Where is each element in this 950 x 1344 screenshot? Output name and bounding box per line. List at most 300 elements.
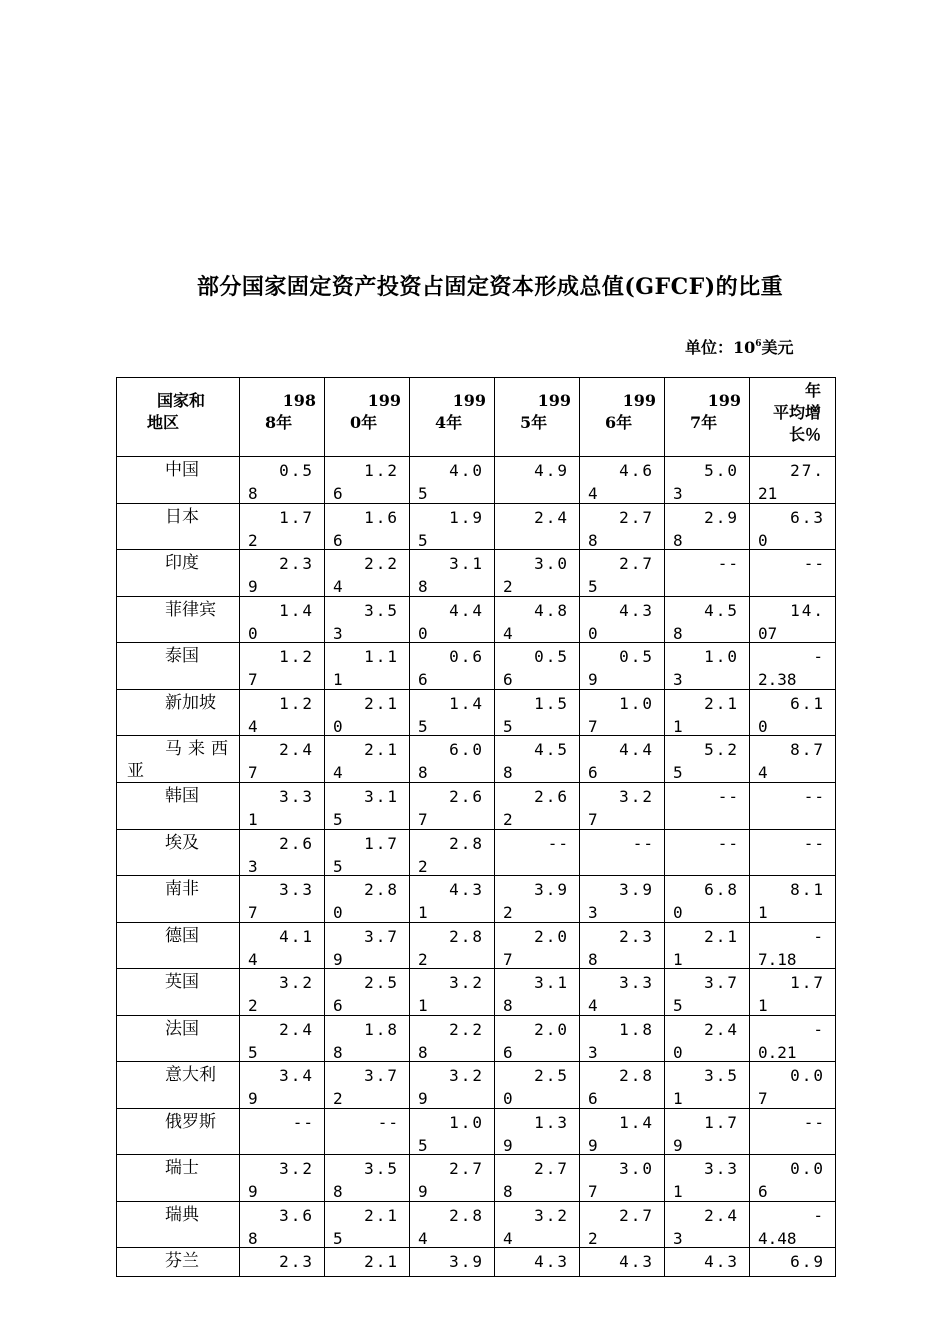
country-cell: 印度 xyxy=(117,550,240,597)
value-cell xyxy=(750,736,836,783)
value-cell xyxy=(495,1248,580,1277)
value-line2: 1 xyxy=(418,996,428,1015)
value-line2: 7 xyxy=(758,1089,768,1108)
value-cell xyxy=(580,503,665,550)
value-line1: 2.0 xyxy=(534,926,569,946)
value-line1: 2.8 xyxy=(364,880,399,899)
value-line1: 6.0 xyxy=(449,740,484,759)
value-line1: 2.4 xyxy=(279,1019,314,1039)
value-cell xyxy=(665,689,750,736)
value-line1: 1.4 xyxy=(619,1112,654,1132)
table-row xyxy=(117,829,836,876)
value-line1: -- xyxy=(803,787,825,806)
value-cell xyxy=(240,1155,325,1202)
value-line1: 2.9 xyxy=(704,507,739,527)
value-line1: 3.5 xyxy=(704,1066,739,1085)
value-line2: 7 xyxy=(248,763,258,782)
value-cell xyxy=(495,876,580,923)
value-cell xyxy=(665,596,750,643)
value-line1: 4.3 xyxy=(704,1252,739,1271)
header-country-l1: 国家和 xyxy=(157,391,206,410)
value-line1: 0.0 xyxy=(790,1159,825,1178)
value-cell xyxy=(410,1248,495,1277)
value-line2: 9 xyxy=(418,1089,428,1108)
value-cell xyxy=(750,922,836,969)
value-cell xyxy=(325,1155,410,1202)
value-line2: 0 xyxy=(333,903,343,922)
value-line2: 4 xyxy=(418,1228,428,1248)
value-line1: 1.0 xyxy=(619,693,654,713)
value-line1: 0.5 xyxy=(534,647,569,666)
value-line2: 7 xyxy=(588,810,598,829)
header-growth-l3: 长％ xyxy=(788,425,821,444)
value-line1: 2.1 xyxy=(704,926,739,946)
value-cell xyxy=(240,1062,325,1109)
country-cell: 芬兰 xyxy=(117,1248,240,1277)
value-cell xyxy=(325,1201,410,1248)
value-line1: 2.5 xyxy=(534,1066,569,1085)
value-cell xyxy=(410,829,495,876)
value-line1: 2.2 xyxy=(364,554,399,573)
value-line1: 1.0 xyxy=(704,647,739,666)
table-row xyxy=(117,503,836,550)
value-cell xyxy=(580,876,665,923)
value-cell xyxy=(410,457,495,504)
value-line1: 3.3 xyxy=(279,787,314,806)
value-line2: 0 xyxy=(503,1089,513,1108)
table-row xyxy=(117,876,836,923)
value-cell xyxy=(665,969,750,1016)
value-line2: 8 xyxy=(333,1042,343,1062)
value-line2: 5 xyxy=(333,1228,343,1248)
value-line2: 0 xyxy=(418,623,428,643)
value-line2: 2 xyxy=(248,996,258,1015)
value-line1: 6.8 xyxy=(704,880,739,899)
value-line2: 7 xyxy=(248,903,258,922)
value-line1: -- xyxy=(803,554,825,573)
value-line1: 3.7 xyxy=(364,1066,399,1085)
value-cell xyxy=(495,1015,580,1062)
header-country-l2: 地区 xyxy=(147,413,180,432)
value-cell xyxy=(325,736,410,783)
value-line2: 1 xyxy=(673,1089,683,1108)
country-cell: 中国 xyxy=(117,457,240,504)
value-line2: 5 xyxy=(418,716,428,736)
value-line2: 5 xyxy=(588,577,598,596)
value-line2: 7 xyxy=(588,1182,598,1201)
value-line2: 1 xyxy=(248,810,258,829)
value-line1: 8.1 xyxy=(790,880,825,899)
value-line2: 4 xyxy=(503,1228,513,1248)
value-line2: 4 xyxy=(503,623,513,643)
country-cell: 瑞典 xyxy=(117,1201,240,1248)
value-line2: 6 xyxy=(333,996,343,1015)
value-line2: 6 xyxy=(333,530,343,550)
value-line2: 5 xyxy=(333,856,343,876)
value-line2: 0 xyxy=(758,530,768,550)
value-line2: 5 xyxy=(673,763,683,782)
value-line1: 1.7 xyxy=(279,507,314,527)
value-line2: 8 xyxy=(418,577,428,596)
table-row xyxy=(117,689,836,736)
value-line2: 3 xyxy=(588,903,598,922)
value-line2: 0 xyxy=(333,716,343,736)
header-year-1990 xyxy=(325,378,410,457)
value-cell xyxy=(580,736,665,783)
value-cell xyxy=(750,1108,836,1155)
value-line2: 6 xyxy=(333,484,343,503)
value-cell xyxy=(240,550,325,597)
value-line2: 3 xyxy=(588,1042,598,1062)
value-cell xyxy=(495,1155,580,1202)
value-cell xyxy=(240,457,325,504)
value-line1: 2.6 xyxy=(534,787,569,806)
value-cell xyxy=(495,829,580,876)
value-line2: 7 xyxy=(248,670,258,689)
value-line1: 3.9 xyxy=(449,1252,484,1271)
value-line2: 8 xyxy=(503,763,513,782)
value-line1: -- xyxy=(632,833,654,853)
value-line1: 4.0 xyxy=(449,461,484,480)
country-cell: 泰国 xyxy=(117,643,240,690)
value-line1: 2.1 xyxy=(364,1252,399,1271)
unit-exponent: 6 xyxy=(755,339,762,349)
value-line2: 5 xyxy=(673,996,683,1015)
value-line2: 2 xyxy=(503,810,513,829)
value-line1: 1.8 xyxy=(364,1019,399,1039)
table-row xyxy=(117,1015,836,1062)
value-line1: - xyxy=(813,1019,825,1039)
value-line1: 1.0 xyxy=(449,1112,484,1132)
country-cell: 法国 xyxy=(117,1015,240,1062)
value-cell xyxy=(495,922,580,969)
value-line2: 8 xyxy=(503,996,513,1015)
header-year-l2: 0年 xyxy=(350,413,378,432)
value-line2: 1 xyxy=(418,903,428,922)
value-cell xyxy=(750,1155,836,1202)
value-line1: 6.9 xyxy=(790,1252,825,1271)
value-line2: 3 xyxy=(673,670,683,689)
value-line1: 5.0 xyxy=(704,461,739,480)
unit-prefix: 单位：10 xyxy=(685,338,756,357)
value-line2: 2.38 xyxy=(758,670,797,689)
value-line2: 4 xyxy=(333,763,343,782)
header-country xyxy=(117,378,240,457)
table-row xyxy=(117,596,836,643)
value-cell xyxy=(410,1062,495,1109)
value-line1: 2.3 xyxy=(279,554,314,573)
header-year-1997 xyxy=(665,378,750,457)
value-line1: 1.7 xyxy=(364,833,399,853)
value-cell xyxy=(240,876,325,923)
value-cell xyxy=(240,922,325,969)
value-line1: 1.9 xyxy=(449,507,484,527)
value-line2: 9 xyxy=(333,949,343,969)
value-line2: 1 xyxy=(758,996,768,1015)
header-year-l1: 199 xyxy=(367,391,401,410)
value-cell xyxy=(665,503,750,550)
value-line2: 1 xyxy=(673,716,683,736)
value-line1: 2.4 xyxy=(279,740,314,759)
country-cell: 英国 xyxy=(117,969,240,1016)
value-cell xyxy=(580,596,665,643)
value-cell xyxy=(410,689,495,736)
country-cell: 埃及 xyxy=(117,829,240,876)
value-line1: 2.5 xyxy=(364,973,399,992)
country-cell: 南非 xyxy=(117,876,240,923)
value-line1: 1.2 xyxy=(279,693,314,713)
country-cell xyxy=(117,736,240,783)
value-line2: 5 xyxy=(333,810,343,829)
header-year-l1: 199 xyxy=(537,391,571,410)
value-cell xyxy=(325,550,410,597)
value-line2: 9 xyxy=(588,670,598,689)
value-line2: 2 xyxy=(248,530,258,550)
table-row xyxy=(117,922,836,969)
value-line1: 2.1 xyxy=(364,740,399,759)
value-line1: 3.2 xyxy=(279,973,314,992)
value-cell xyxy=(325,1108,410,1155)
value-line1: 3.2 xyxy=(279,1159,314,1178)
country-cell: 日本 xyxy=(117,503,240,550)
value-line2: 7 xyxy=(588,716,598,736)
value-cell xyxy=(410,1015,495,1062)
value-cell xyxy=(240,736,325,783)
value-line1: 2.1 xyxy=(704,693,739,713)
value-line1: 4.9 xyxy=(534,461,569,480)
value-cell xyxy=(410,969,495,1016)
value-cell xyxy=(410,596,495,643)
value-line1: 2.7 xyxy=(619,507,654,527)
value-cell xyxy=(665,1062,750,1109)
value-line1: 4.4 xyxy=(619,740,654,759)
value-line1: 2.1 xyxy=(364,693,399,713)
header-growth-l2: 平均增 xyxy=(772,403,821,422)
value-line1: -- xyxy=(717,787,739,806)
value-line1: 4.4 xyxy=(449,600,484,620)
value-cell xyxy=(750,1062,836,1109)
value-line2: 6 xyxy=(418,670,428,689)
header-growth xyxy=(750,378,836,457)
value-cell xyxy=(750,643,836,690)
value-line2: 0 xyxy=(673,1042,683,1062)
value-cell xyxy=(410,876,495,923)
value-line1: 4.5 xyxy=(534,740,569,759)
value-line2: 2 xyxy=(503,903,513,922)
value-line2: 8 xyxy=(248,1228,258,1248)
table-header-row xyxy=(117,378,836,457)
value-line2: 2 xyxy=(333,1089,343,1108)
value-line1: 3.7 xyxy=(364,926,399,946)
value-line2: 4.48 xyxy=(758,1228,797,1248)
value-line2: 7 xyxy=(418,810,428,829)
table-row xyxy=(117,969,836,1016)
value-cell xyxy=(240,596,325,643)
header-year-l2: 6年 xyxy=(605,413,633,432)
table-row xyxy=(117,1062,836,1109)
value-cell xyxy=(410,503,495,550)
value-line1: 3.2 xyxy=(449,1066,484,1085)
value-cell xyxy=(410,783,495,830)
value-line2: 5 xyxy=(418,1135,428,1155)
value-line2: 9 xyxy=(503,1135,513,1155)
value-line1: 4.3 xyxy=(619,600,654,620)
value-line2: 2 xyxy=(588,1228,598,1248)
value-cell xyxy=(495,689,580,736)
value-line1: 2.4 xyxy=(704,1019,739,1039)
country-cell: 韩国 xyxy=(117,783,240,830)
value-line1: 1.4 xyxy=(279,600,314,620)
value-cell xyxy=(325,922,410,969)
value-cell xyxy=(410,922,495,969)
value-line2: 5 xyxy=(248,1042,258,1062)
header-growth-l1: 年 xyxy=(804,381,821,400)
value-line1: 1.2 xyxy=(279,647,314,666)
value-line2: 0 xyxy=(673,903,683,922)
value-line2: 8 xyxy=(418,763,428,782)
value-line1: 4.1 xyxy=(279,926,314,946)
value-line1: 3.9 xyxy=(619,880,654,899)
value-cell xyxy=(580,922,665,969)
value-cell xyxy=(750,689,836,736)
value-cell xyxy=(495,503,580,550)
value-line2: 6 xyxy=(588,763,598,782)
table-row xyxy=(117,783,836,830)
value-line1: 2.0 xyxy=(534,1019,569,1039)
value-cell xyxy=(750,596,836,643)
value-line2: 0 xyxy=(758,716,768,736)
value-line1: 3.4 xyxy=(279,1066,314,1085)
value-cell xyxy=(750,1248,836,1277)
country-name-line1: 马来西 xyxy=(165,739,234,759)
value-line2: 8 xyxy=(588,949,598,969)
value-line1: 2.7 xyxy=(449,1159,484,1178)
value-cell xyxy=(325,689,410,736)
value-line1: 4.5 xyxy=(704,600,739,620)
value-cell xyxy=(580,783,665,830)
value-cell xyxy=(665,829,750,876)
value-cell xyxy=(580,1015,665,1062)
value-line1: 4.3 xyxy=(619,1252,654,1271)
value-line1: 3.3 xyxy=(619,973,654,992)
value-cell xyxy=(495,550,580,597)
value-cell xyxy=(325,829,410,876)
value-cell xyxy=(580,829,665,876)
value-line2: 2 xyxy=(418,856,428,876)
value-line2: 8 xyxy=(418,1042,428,1062)
value-line1: 3.5 xyxy=(364,1159,399,1178)
value-line1: 3.1 xyxy=(364,787,399,806)
value-line2: 8 xyxy=(673,623,683,643)
value-line2: 8 xyxy=(248,484,258,503)
value-line1: 2.4 xyxy=(704,1205,739,1225)
value-line1: 0.6 xyxy=(449,647,484,666)
value-cell xyxy=(580,1248,665,1277)
value-cell xyxy=(325,876,410,923)
value-cell xyxy=(495,969,580,1016)
table-row xyxy=(117,1155,836,1202)
header-year-l1: 198 xyxy=(282,391,316,410)
country-cell: 意大利 xyxy=(117,1062,240,1109)
value-line1: - xyxy=(813,647,825,666)
value-line2: 9 xyxy=(418,1182,428,1201)
value-line1: 1.6 xyxy=(364,507,399,527)
value-cell xyxy=(495,1108,580,1155)
value-cell xyxy=(665,550,750,597)
value-cell xyxy=(750,1201,836,1248)
value-line1: 3.9 xyxy=(534,880,569,899)
value-line1: -- xyxy=(292,1112,314,1132)
value-line1: -- xyxy=(547,833,569,853)
value-line2: 9 xyxy=(588,1135,598,1155)
value-cell xyxy=(750,1015,836,1062)
value-line1: 3.1 xyxy=(534,973,569,992)
value-cell xyxy=(580,1155,665,1202)
value-line1: -- xyxy=(377,1112,399,1132)
value-line2: 7.18 xyxy=(758,949,797,969)
value-line2: 8 xyxy=(673,530,683,550)
value-cell xyxy=(240,1248,325,1277)
value-cell xyxy=(325,643,410,690)
country-cell: 新加坡 xyxy=(117,689,240,736)
header-year-l2: 8年 xyxy=(265,413,293,432)
country-name-line2: 亚 xyxy=(127,761,144,781)
value-cell xyxy=(665,1155,750,1202)
value-cell xyxy=(240,689,325,736)
value-line1: 2.3 xyxy=(619,926,654,946)
value-line2: 1 xyxy=(333,670,343,689)
table-row xyxy=(117,457,836,504)
value-line1: 1.1 xyxy=(364,647,399,666)
value-line1: 3.2 xyxy=(449,973,484,992)
value-line2: 21 xyxy=(758,484,778,503)
value-cell xyxy=(240,643,325,690)
value-line2: 0.21 xyxy=(758,1042,797,1062)
value-line1: 14. xyxy=(790,600,825,620)
value-cell xyxy=(750,969,836,1016)
country-cell: 俄罗斯 xyxy=(117,1108,240,1155)
value-cell xyxy=(325,1062,410,1109)
value-cell xyxy=(410,1108,495,1155)
value-cell xyxy=(495,1201,580,1248)
header-year-1988 xyxy=(240,378,325,457)
value-line1: -- xyxy=(717,833,739,853)
header-year-l1: 199 xyxy=(452,391,486,410)
header-year-l1: 199 xyxy=(622,391,656,410)
value-line1: 1.2 xyxy=(364,461,399,480)
value-line1: 2.8 xyxy=(449,1205,484,1225)
value-line2: 3 xyxy=(673,1228,683,1248)
value-line2: 3 xyxy=(333,623,343,643)
value-line1: 4.3 xyxy=(534,1252,569,1271)
value-cell xyxy=(240,969,325,1016)
value-cell xyxy=(580,643,665,690)
value-cell xyxy=(410,550,495,597)
value-line2: 9 xyxy=(248,1089,258,1108)
value-cell xyxy=(240,503,325,550)
value-cell xyxy=(750,876,836,923)
value-line1: 27. xyxy=(790,461,825,480)
value-line1: 2.8 xyxy=(449,926,484,946)
value-line1: 2.7 xyxy=(619,554,654,573)
unit-label xyxy=(685,335,794,358)
value-cell xyxy=(495,457,580,504)
value-cell xyxy=(240,783,325,830)
value-line1: 6.1 xyxy=(790,693,825,713)
value-line2: 07 xyxy=(758,623,778,643)
value-line2: 5 xyxy=(418,530,428,550)
value-line2: 2 xyxy=(418,949,428,969)
